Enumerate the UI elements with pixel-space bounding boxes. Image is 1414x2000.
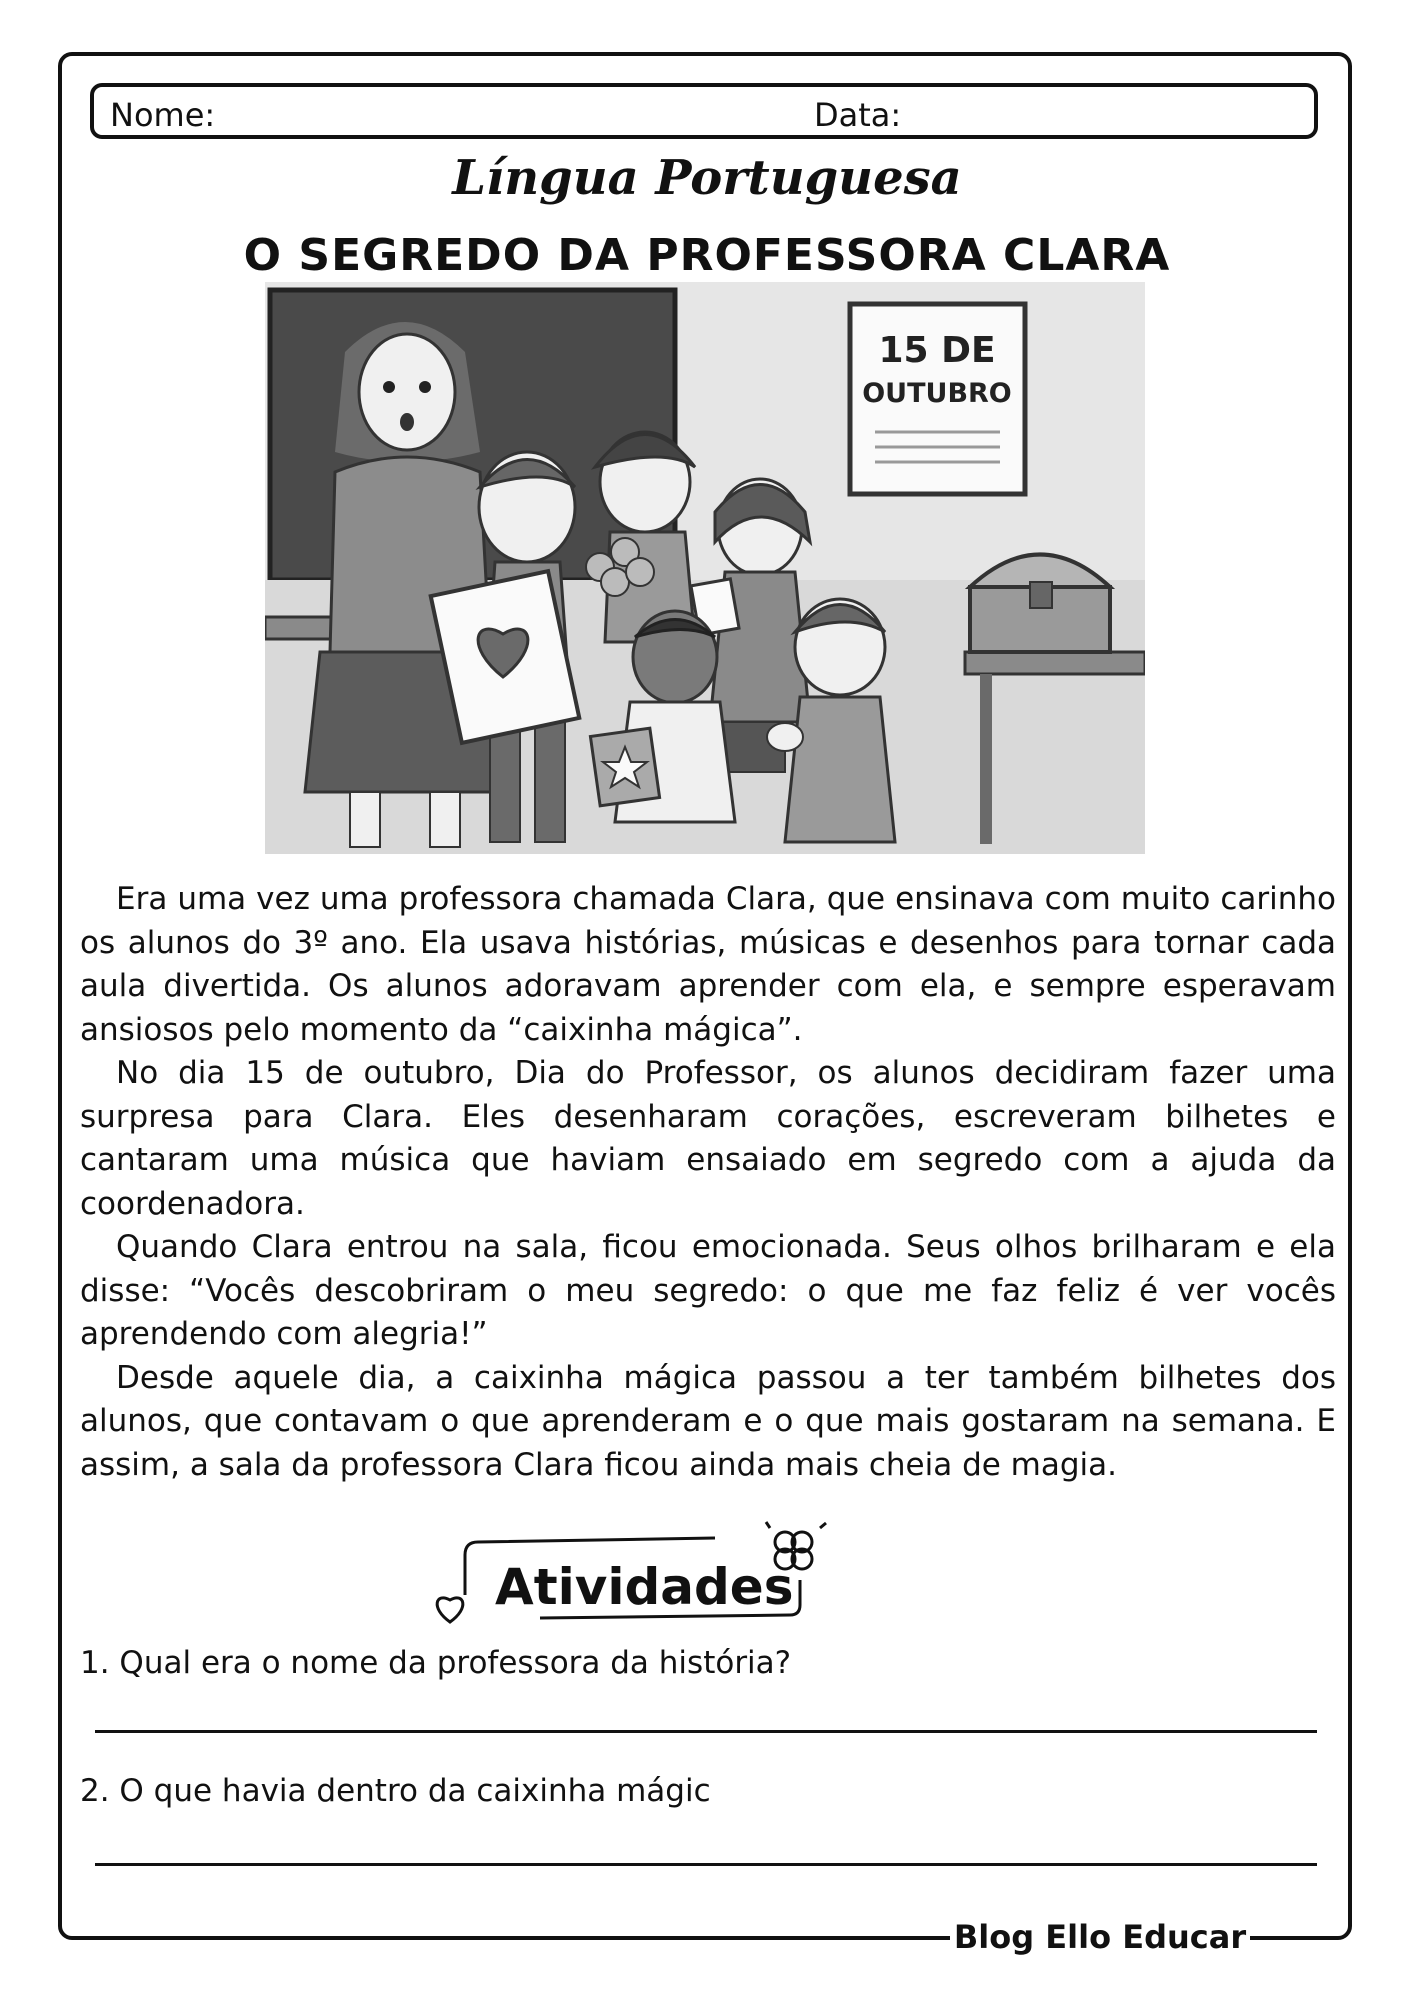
question-1: 1. Qual era o nome da professora da história? <box>80 1645 792 1681</box>
treasure-chest-icon <box>970 555 1110 653</box>
story-paragraph: Desde aquele dia, a caixinha mágica passou a ter também bilhetes dos alunos, que contavam o que aprenderam e o que mais gostaram na semana. E assim, a sala da professora Clara ficou ainda mais cheia de magia. <box>80 1359 1336 1483</box>
heart-outline-icon <box>437 1598 463 1622</box>
story-paragraph: No dia 15 de outubro, Dia do Professor, os alunos decidiram fazer uma surpresa para Clara. Eles desenharam corações, escreveram bilhetes e cantaram uma música que haviam ensaiado em segredo com a ajuda da coordenadora. <box>80 1055 1336 1222</box>
answer-line-2[interactable] <box>95 1863 1317 1866</box>
name-date-bar <box>90 83 1318 139</box>
sign-line-1: 15 DE <box>878 330 996 371</box>
activities-title: Atividades <box>495 1558 794 1616</box>
story-paragraph: Quando Clara entrou na sala, ficou emocionada. Seus olhos brilharam e ela disse: “Vocês descobriram o meu segredo: o que me faz feliz é ver vocês aprendendo com alegria!” <box>80 1229 1336 1352</box>
classroom-illustration <box>265 282 1145 854</box>
date-label: Data: <box>814 96 902 134</box>
story-title: O SEGREDO DA PROFESSORA CLARA <box>243 230 1171 281</box>
footer-brand: Blog Ello Educar <box>950 1918 1250 1956</box>
sign-line-2: OUTUBRO <box>862 378 1012 409</box>
story-paragraph: Era uma vez uma professora chamada Clara, que ensinava com muito carinho os alunos do 3º ano. Ela usava histórias, músicas e desenhos para tornar cada aula divertida. Os alunos adoravam aprender com ela, e sempre esperavam ansiosos pelo momento da “caixinha mágica”. <box>80 881 1336 1048</box>
calendar-sign <box>850 304 1025 494</box>
answer-line-1[interactable] <box>95 1730 1317 1733</box>
subject-heading: Língua Portuguesa <box>452 150 962 206</box>
name-label: Nome: <box>110 96 216 134</box>
question-2: 2. O que havia dentro da caixinha mágic <box>80 1773 711 1809</box>
story-text <box>80 878 1336 1487</box>
